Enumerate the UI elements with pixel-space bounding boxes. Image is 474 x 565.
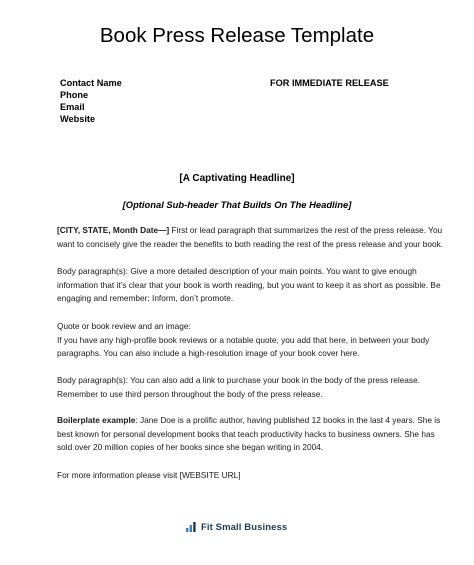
- more-info-paragraph: [57, 469, 437, 483]
- subheader: [Optional Sub-header That Builds On The Headline]: [122, 199, 352, 210]
- boilerplate-paragraph: [57, 414, 441, 455]
- contact-website-label: Website: [60, 114, 96, 124]
- body2-line-2: Remember to use third person throughout the body of the press release.: [57, 388, 323, 399]
- intro-line-1: [57, 224, 443, 238]
- body2-line-1: Body paragraph(s): You can also add a link to purchase your book in the body of the press release.: [57, 375, 420, 385]
- contact-name-label: Contact Name: [60, 78, 122, 88]
- quote-line-2: If you have any high-profile book reviews or a notable quote, you add that here, in between your body: [57, 334, 430, 345]
- boilerplate-line-1-text: : Jane Doe is a prolific author, having published 12 books in the last 4 years. She is: [135, 415, 441, 425]
- quote-line-3: paragraphs. You can also include a high-resolution image of your book cover here.: [57, 348, 360, 358]
- contact-email-label: Email: [60, 102, 85, 112]
- body1-line-2: information that it’s clear that your book is worth reading, but you want to keep it as short as possible. Be: [57, 279, 441, 290]
- bar-chart-icon: [186, 522, 196, 532]
- body1-line-1: Body paragraph(s): Give a more detailed description of your main points. You want to give enough: [57, 266, 417, 276]
- fit-small-business-logo: [186, 520, 287, 534]
- intro-paragraph: [57, 224, 444, 251]
- logo-text: Fit Small Business: [201, 521, 288, 533]
- dateline: [CITY, STATE, Month Date—]: [57, 225, 170, 235]
- intro-line-1-text: First or lead paragraph that summarizes the rest of the press release. You: [169, 225, 443, 235]
- body1-line-3: engaging and remember: Inform, don’t promote.: [57, 293, 234, 303]
- body-paragraph-2: [57, 374, 437, 401]
- contact-phone-label: Phone: [60, 90, 89, 100]
- contact-block: [60, 77, 122, 125]
- boilerplate-line-1: [57, 414, 441, 428]
- document-title: Book Press Release Template: [99, 24, 375, 47]
- boilerplate-line-2: best known for personal development books that teach productivity hacks to business owners. She has: [57, 428, 435, 439]
- body-paragraph-1: [57, 265, 441, 306]
- intro-line-2: want to concisely give the reader the benefits to both reading the rest of the press release and your book.: [57, 238, 444, 249]
- boilerplate-label: Boilerplate example: [57, 415, 136, 425]
- more-info-line: For more information please visit [WEBSITE URL]: [57, 470, 241, 480]
- quote-line-1: Quote or book review and an image:: [57, 321, 191, 331]
- boilerplate-line-3: sold over 20 million copies of her books since she began writing in 2004.: [57, 442, 324, 452]
- headline: [A Captivating Headline]: [179, 173, 295, 184]
- quote-paragraph: [57, 320, 437, 361]
- release-label: FOR IMMEDIATE RELEASE: [270, 78, 389, 88]
